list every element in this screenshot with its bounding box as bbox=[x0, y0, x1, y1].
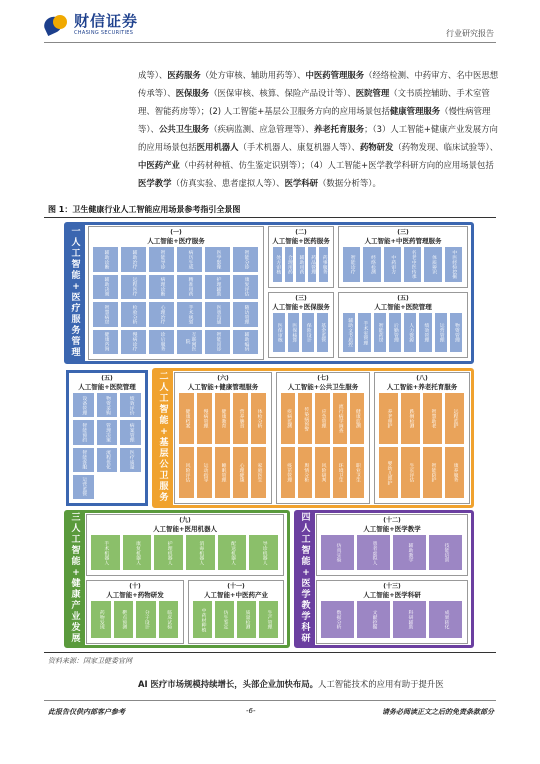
scenario-cell: 风险研判 bbox=[315, 447, 329, 498]
footer-notice: 请务必阅读正文之后的免责条款部分 bbox=[382, 708, 494, 716]
scenario-cell: 质量检测 bbox=[237, 601, 256, 638]
box-number: (三) bbox=[295, 295, 307, 302]
paragraph-text: 成等）、 bbox=[138, 70, 168, 80]
scenario-cell: 辅助治疗 bbox=[121, 247, 146, 272]
footer-disclaimer: 此报告仅供内部客户参考 bbox=[48, 708, 125, 716]
bold-term: 医院管理 bbox=[355, 88, 390, 98]
bold-term: 医学教学 bbox=[138, 178, 172, 188]
scenario-cell: 辅助文书质控 bbox=[343, 313, 355, 352]
logo-chinese-name: 财信证券 bbox=[74, 12, 139, 30]
box-number: (七) bbox=[317, 375, 329, 382]
scenario-cell: 智能药房 bbox=[374, 313, 386, 352]
box-title-text: 人工智能+公共卫生服务 bbox=[287, 383, 359, 391]
box-title bbox=[317, 583, 467, 599]
scenario-cell: 后勤管理 bbox=[389, 313, 401, 352]
scenario-box bbox=[268, 226, 334, 288]
scenario-cell: 人力资源 bbox=[404, 313, 416, 352]
scenario-box bbox=[268, 292, 334, 358]
scenario-cell: 健康教育 bbox=[215, 393, 230, 444]
box-title bbox=[317, 517, 467, 533]
box-title-text: 人工智能+医药服务 bbox=[272, 237, 330, 245]
scenario-cell: 健康档案 bbox=[179, 393, 194, 444]
scenario-cell: 智能导诊 bbox=[149, 247, 174, 272]
bold-lead: AI 医疗市场规模持续增长，头部企业加快布局。 bbox=[138, 679, 319, 689]
scenario-cell: 健康咨询 bbox=[93, 330, 118, 355]
box-title-text: 人工智能+养老托育服务 bbox=[386, 383, 458, 391]
paragraph-text: （医保审核、核算、保险产品设计等）、 bbox=[209, 88, 356, 98]
box-title bbox=[269, 295, 333, 311]
paragraph-text: （中药材种植、仿生鉴定识别等）；（4）人工智能+医学教学科研方向的应用场景包括 bbox=[179, 160, 494, 170]
header-divider bbox=[44, 42, 496, 43]
bold-term: 医药服务 bbox=[167, 70, 201, 80]
scenario-cell: 智能分诊 bbox=[233, 247, 258, 272]
paragraph-text: （仿真实验、患者虚拟人等）、 bbox=[171, 178, 285, 188]
scenario-cell: 手术室管理 bbox=[358, 313, 370, 352]
scenario-cell: 风险评估 bbox=[179, 447, 194, 498]
box-number: (九) bbox=[179, 517, 191, 524]
scenario-cell: 医保审核 bbox=[273, 313, 285, 352]
scenario-cell: 护理机器人 bbox=[154, 535, 183, 570]
scenario-cell: 康复评估 bbox=[233, 275, 258, 300]
scenario-cell: 智能陪护 bbox=[423, 447, 442, 498]
scenario-cell: 病历生成 bbox=[177, 247, 202, 272]
scenario-cell: 成果转化 bbox=[429, 601, 462, 638]
bold-term: 医用机器人 bbox=[196, 142, 239, 152]
scenario-cell: 绩效管理 bbox=[419, 313, 431, 352]
box-number: (五) bbox=[101, 375, 113, 382]
scenario-cell: 保险设计 bbox=[302, 313, 314, 352]
paragraph-text: （文书质控辅助、手术室管理、智能药房等）；(2) 人工智能+基层公卫服务方向的应用场景包括 bbox=[138, 88, 490, 116]
box-number: (八) bbox=[416, 375, 428, 382]
scenario-cell: 智慧病房 bbox=[93, 302, 118, 327]
scenario-cell: 体质辨识 bbox=[424, 247, 441, 282]
scenario-box bbox=[174, 372, 272, 504]
scenario-cell: 药物发现 bbox=[91, 601, 111, 638]
box-number: (十二) bbox=[383, 517, 401, 524]
logo-icon bbox=[44, 15, 70, 35]
scenario-cell: 药事服务 bbox=[319, 247, 328, 282]
scenario-cell: 合理用药 bbox=[285, 247, 294, 282]
scenario-box bbox=[66, 370, 148, 506]
scenario-cell: 手术规划 bbox=[177, 302, 202, 327]
scenario-cell: 分子设计 bbox=[136, 601, 156, 638]
scenario-cell: 患者虚拟人 bbox=[357, 535, 390, 570]
box-title bbox=[269, 229, 333, 245]
scenario-cell: 远程监护 bbox=[445, 393, 464, 444]
scenario-cell: 数据分析 bbox=[321, 601, 354, 638]
paragraph-text: （数据分析等）。 bbox=[318, 178, 381, 188]
scenario-cell: 健康监测 bbox=[350, 393, 364, 444]
bold-term: 医保服务 bbox=[175, 88, 210, 98]
scenario-cell: 检验分析 bbox=[121, 302, 146, 327]
scenario-cell: 疾病监测 bbox=[281, 393, 295, 444]
body-paragraph-2 bbox=[138, 676, 502, 692]
scenario-cell: 辅助决策 bbox=[93, 275, 118, 300]
box-title bbox=[277, 375, 369, 391]
scenario-cell: 临床试验 bbox=[159, 601, 179, 638]
box-title bbox=[175, 375, 271, 391]
scenario-cell: 环境卫生 bbox=[333, 447, 347, 498]
scenario-cell: 物资采购 bbox=[97, 393, 118, 417]
scenario-cell: 养老照护 bbox=[379, 393, 398, 444]
scenario-cell: 仿生鉴定 bbox=[215, 601, 234, 638]
figure-source: 资料来源：国家卫健委官网 bbox=[48, 657, 132, 665]
scenario-box bbox=[86, 580, 184, 644]
box-title bbox=[339, 295, 467, 311]
box-number: (十) bbox=[129, 583, 141, 590]
box-number: (六) bbox=[217, 375, 229, 382]
scenario-cell: 仿真实验 bbox=[321, 535, 354, 570]
scenario-cell: 中药材种植 bbox=[193, 601, 212, 638]
scenario-cell: 辅助诊断 bbox=[93, 247, 118, 272]
scenario-cell: 文献挖掘 bbox=[357, 601, 390, 638]
company-logo bbox=[44, 14, 138, 36]
paragraph-text: （药物发现、临床试验等）、 bbox=[393, 142, 499, 152]
scenario-cell: 辅助教学 bbox=[393, 535, 426, 570]
bold-term: 公共卫生服务 bbox=[158, 124, 210, 134]
scenario-cell: 智能预约 bbox=[73, 420, 94, 444]
scenario-cell: 医学影像 bbox=[205, 247, 230, 272]
paragraph-text: （手术机器人、康复机器人等）、 bbox=[238, 142, 360, 152]
paragraph-text: 人工智能技术的应用有助于提升医 bbox=[318, 679, 444, 689]
bold-term: 健康管理服务 bbox=[389, 106, 441, 116]
scenario-cell: 流程优化 bbox=[97, 448, 118, 472]
box-title bbox=[69, 375, 145, 391]
scenario-cell: 运营管理 bbox=[435, 313, 447, 352]
scenario-cell: 舆情分析 bbox=[298, 447, 312, 498]
paragraph-text: （经络检测、中药审方、名中医思想传承等）、 bbox=[138, 70, 499, 98]
scenario-cell: 医患沟通 bbox=[205, 302, 230, 327]
scenario-cell: 运营监管 bbox=[73, 475, 94, 499]
box-title-text: 人工智能+医疗服务 bbox=[147, 237, 205, 245]
box-title-text: 人工智能+医保服务 bbox=[272, 303, 330, 311]
box-title-text: 人工智能+医学教学 bbox=[363, 525, 421, 533]
scenario-cell: 绩效评价 bbox=[120, 393, 141, 417]
landscape-figure bbox=[64, 222, 484, 652]
scenario-cell: 心理治疗 bbox=[149, 302, 174, 327]
scenario-cell: 随访管理 bbox=[233, 302, 258, 327]
box-number: (三) bbox=[397, 229, 409, 236]
section-label: 四 人 工 智 能 + 医 学 教 学 科 研 bbox=[297, 513, 315, 645]
scenario-cell: 康复机器人 bbox=[123, 535, 152, 570]
logo-english-name: CHASING SECURITIES bbox=[74, 30, 134, 36]
scenario-cell: 医疗质量 bbox=[120, 448, 141, 472]
box-title-text: 人工智能+中医药管理服务 bbox=[364, 237, 442, 245]
scenario-cell: 智能诊疗 bbox=[343, 247, 360, 282]
scenario-cell: 病理诊断 bbox=[149, 275, 174, 300]
box-number: (五) bbox=[397, 295, 409, 302]
bold-term: 中医药产业 bbox=[138, 160, 180, 170]
scenario-cell: 护理辅助 bbox=[205, 275, 230, 300]
scenario-cell: 流行病学调查 bbox=[333, 393, 347, 444]
scenario-cell: 跌倒检测 bbox=[401, 393, 420, 444]
box-title-text: 人工智能+医学科研 bbox=[363, 591, 421, 599]
scenario-cell: 手术机器人 bbox=[91, 535, 120, 570]
scenario-cell: 配送机器人 bbox=[218, 535, 247, 570]
scenario-cell: 家庭医生 bbox=[251, 447, 266, 498]
figure-bottom-rule bbox=[44, 652, 496, 653]
scenario-cell: 科研辅助 bbox=[393, 601, 426, 638]
box-title-text: 人工智能+医院管理 bbox=[374, 303, 432, 311]
scenario-cell: 生长评估 bbox=[401, 447, 420, 498]
scenario-cell: 职业卫生 bbox=[350, 447, 364, 498]
scenario-cell: 疫苗管理 bbox=[281, 447, 295, 498]
box-number: (二) bbox=[295, 229, 307, 236]
scenario-box bbox=[88, 226, 264, 360]
box-title bbox=[189, 583, 283, 599]
bold-term: 中医药管理服务 bbox=[305, 70, 365, 80]
page-number: -6- bbox=[246, 707, 256, 715]
box-title bbox=[87, 583, 183, 599]
box-title bbox=[89, 229, 263, 245]
scenario-cell: 运动指导 bbox=[197, 447, 212, 498]
scenario-box bbox=[276, 372, 370, 504]
bold-term: 医学科研 bbox=[284, 178, 319, 188]
scenario-cell: 智能问诊 bbox=[205, 330, 230, 355]
scenario-cell: 药品管理 bbox=[308, 247, 317, 282]
paragraph-text: （慢性病管理等）、 bbox=[138, 106, 491, 134]
box-number: (十一) bbox=[227, 583, 245, 590]
scenario-cell: 婴幼儿照护 bbox=[379, 447, 398, 498]
box-number: (十三) bbox=[383, 583, 401, 590]
scenario-cell: 辅助用药 bbox=[296, 247, 305, 282]
scenario-cell: 设备管理 bbox=[73, 393, 94, 417]
section-label: 一 人 工 智 能 + 医 疗 服 务 管 理 bbox=[67, 225, 85, 361]
figure-top-rule bbox=[44, 217, 496, 218]
box-number: (一) bbox=[170, 229, 182, 236]
scenario-cell: 康养服务 bbox=[445, 447, 464, 498]
scenario-box bbox=[374, 372, 470, 504]
scenario-cell: 互联网医院 bbox=[177, 330, 202, 355]
scenario-cell: 慢病管理 bbox=[197, 393, 212, 444]
scenario-cell: 中药审方 bbox=[384, 247, 401, 282]
box-title-text: 人工智能+药物研发 bbox=[106, 591, 164, 599]
scenario-cell: 慢病诊疗 bbox=[121, 330, 146, 355]
scenario-cell: 靶点预测 bbox=[114, 601, 134, 638]
paragraph-text: （疾病监测、应急管理等）、 bbox=[209, 124, 314, 134]
scenario-cell: 基金监管 bbox=[317, 313, 329, 352]
scenario-cell: 远程医疗 bbox=[121, 275, 146, 300]
box-title-text: 人工智能+中医药产业 bbox=[204, 591, 268, 599]
figure-title: 图 1：卫生健康行业人工智能应用场景参考指引全景图 bbox=[48, 205, 241, 214]
scenario-cell: 技能培训 bbox=[429, 535, 462, 570]
scenario-box bbox=[338, 226, 468, 288]
scenario-cell: 精准用药 bbox=[177, 275, 202, 300]
scenario-cell: 智能客服 bbox=[73, 448, 94, 472]
box-title-text: 人工智能+健康管理服务 bbox=[187, 383, 259, 391]
scenario-cell: 睡眠管理 bbox=[215, 447, 230, 498]
header-label: 行业研究报告 bbox=[446, 29, 494, 38]
scenario-cell: 智慧助老 bbox=[423, 393, 442, 444]
scenario-cell: 名老中医传承 bbox=[404, 247, 421, 282]
scenario-cell: 诊后服务 bbox=[149, 330, 174, 355]
scenario-cell: 管理决策 bbox=[97, 420, 118, 444]
paragraph-text: ；（3）人工智能+健康产业发展方向的应用场景包括 bbox=[138, 124, 498, 152]
scenario-cell: 消毒机器人 bbox=[186, 535, 215, 570]
scenario-cell: 导诊机器人 bbox=[249, 535, 278, 570]
box-title bbox=[375, 375, 469, 391]
box-title bbox=[339, 229, 467, 245]
scenario-cell: 病案管理 bbox=[120, 420, 141, 444]
scenario-box bbox=[86, 514, 284, 576]
bold-term: 药物研发 bbox=[359, 142, 394, 152]
box-title bbox=[87, 517, 283, 533]
paragraph-text: （处方审核、辅助用药等）、 bbox=[200, 70, 306, 80]
scenario-box bbox=[338, 292, 468, 358]
scenario-cell: 营养膳食 bbox=[233, 393, 248, 444]
scenario-cell: 辅助编码 bbox=[233, 330, 258, 355]
scenario-cell: 经络检测 bbox=[363, 247, 380, 282]
scenario-cell: 心理健康 bbox=[233, 447, 248, 498]
scenario-cell: 处方审核 bbox=[273, 247, 282, 282]
scenario-cell: 传染病预警 bbox=[298, 393, 312, 444]
scenario-box bbox=[188, 580, 284, 644]
box-title-text: 人工智能+医院管理 bbox=[78, 383, 136, 391]
scenario-cell: 应急管理 bbox=[315, 393, 329, 444]
scenario-cell: 生产管理 bbox=[259, 601, 278, 638]
section-label: 三 人 工 智 能 + 健 康 产 业 发 展 bbox=[67, 513, 85, 645]
scenario-cell: 中医经验挖掘 bbox=[445, 247, 462, 282]
scenario-box bbox=[316, 514, 468, 576]
body-paragraph bbox=[138, 66, 502, 192]
scenario-cell: 医保核算 bbox=[288, 313, 300, 352]
section-label: 二 人 工 智 能 + 基 层 公 卫 服 务 bbox=[155, 371, 173, 505]
scenario-box bbox=[316, 580, 468, 644]
box-title-text: 人工智能+医用机器人 bbox=[153, 525, 217, 533]
scenario-cell: 体检分析 bbox=[251, 393, 266, 444]
footer-divider bbox=[44, 700, 496, 701]
scenario-cell: 物资管理 bbox=[450, 313, 462, 352]
bold-term: 养老托育服务 bbox=[313, 124, 365, 134]
